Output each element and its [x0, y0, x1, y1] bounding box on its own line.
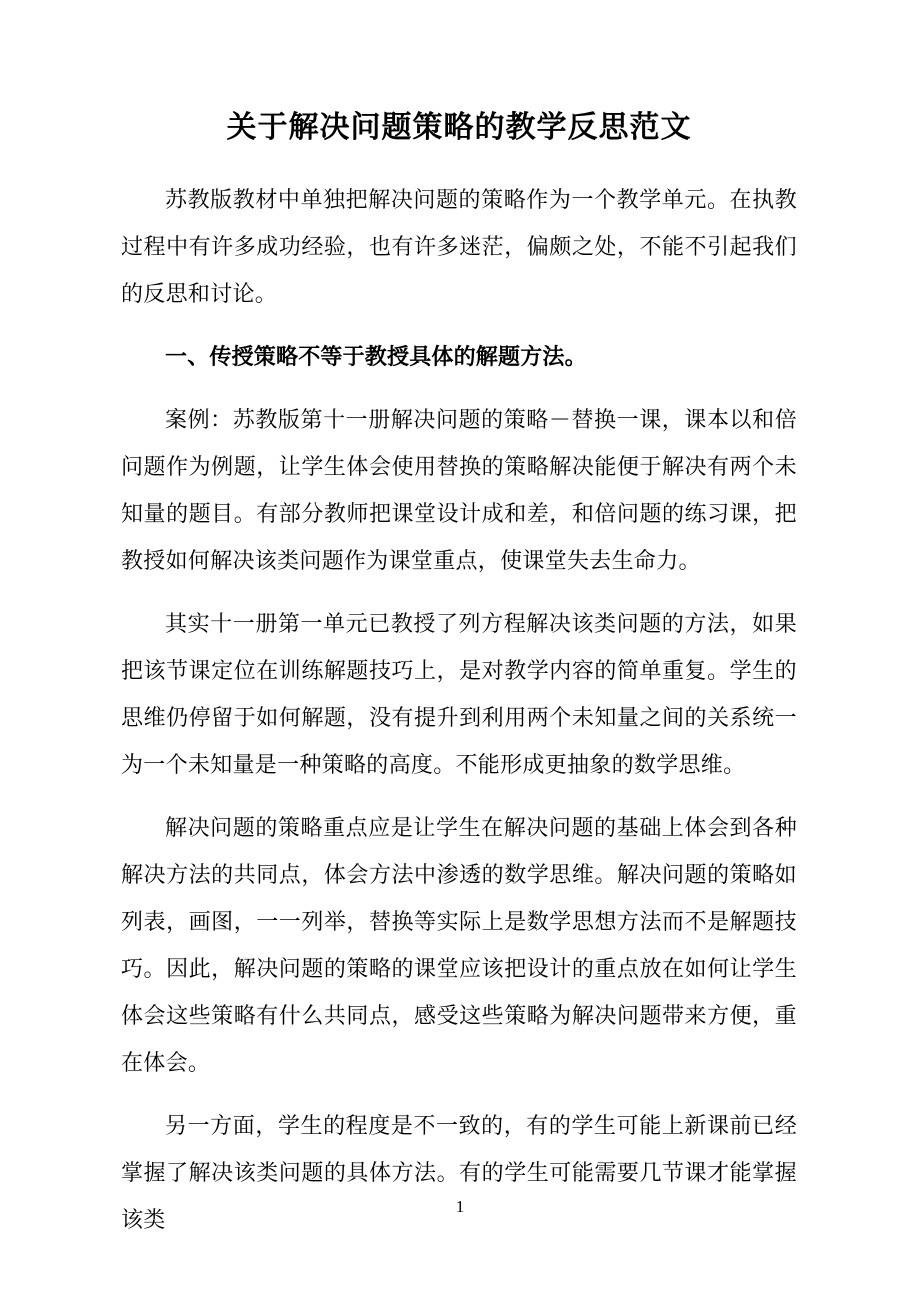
page-number: 1 [455, 1197, 465, 1216]
section-heading: 一、传授策略不等于教授具体的解题方法。 [165, 344, 587, 369]
body-paragraph: 苏教版教材中单独把解决问题的策略作为一个教学单元。在执教过程中有许多成功经验，也有许多迷茫，偏颇之处，不能不引起我们的反思和讨论。 [121, 187, 797, 306]
document-title: 关于解决问题策略的教学反思范文 [226, 111, 692, 144]
body-paragraph: 其实十一册第一单元已教授了列方程解决该类问题的方法，如果把该节课定位在训练解题技巧上，是对教学内容的简单重复。学生的思维仍停留于如何解题，没有提升到利用两个未知量之间的关系统一为一个未知量是一种策略的高度。不能形成更抽象的数学思维。 [121, 611, 797, 777]
body-paragraph: 另一方面，学生的程度是不一致的，有的学生可能上新课前已经掌握了解决该类问题的具体方法。有的学生可能需要几节课才能掌握该类 [121, 1113, 797, 1232]
document-content [121, 106, 797, 1259]
body-paragraph: 案例：苏教版第十一册解决问题的策略－替换一课，课本以和倍问题作为例题，让学生体会使用替换的策略解决能便于解决有两个未知量的题目。有部分教师把课堂设计成和差，和倍问题的练习课，把教授如何解决该类问题作为课堂重点，使课堂失去生命力。 [121, 407, 797, 573]
body-paragraph: 解决问题的策略重点应是让学生在解决问题的基础上体会到各种解决方法的共同点，体会方法中渗透的数学思维。解决问题的策略如列表，画图，一一列举，替换等实际上是数学思想方法而不是解题技巧。因此，解决问题的策略的课堂应该把设计的重点放在如何让学生体会这些策略有什么共同点，感受这些策略为解决问题带来方便，重在体会。 [121, 815, 797, 1075]
